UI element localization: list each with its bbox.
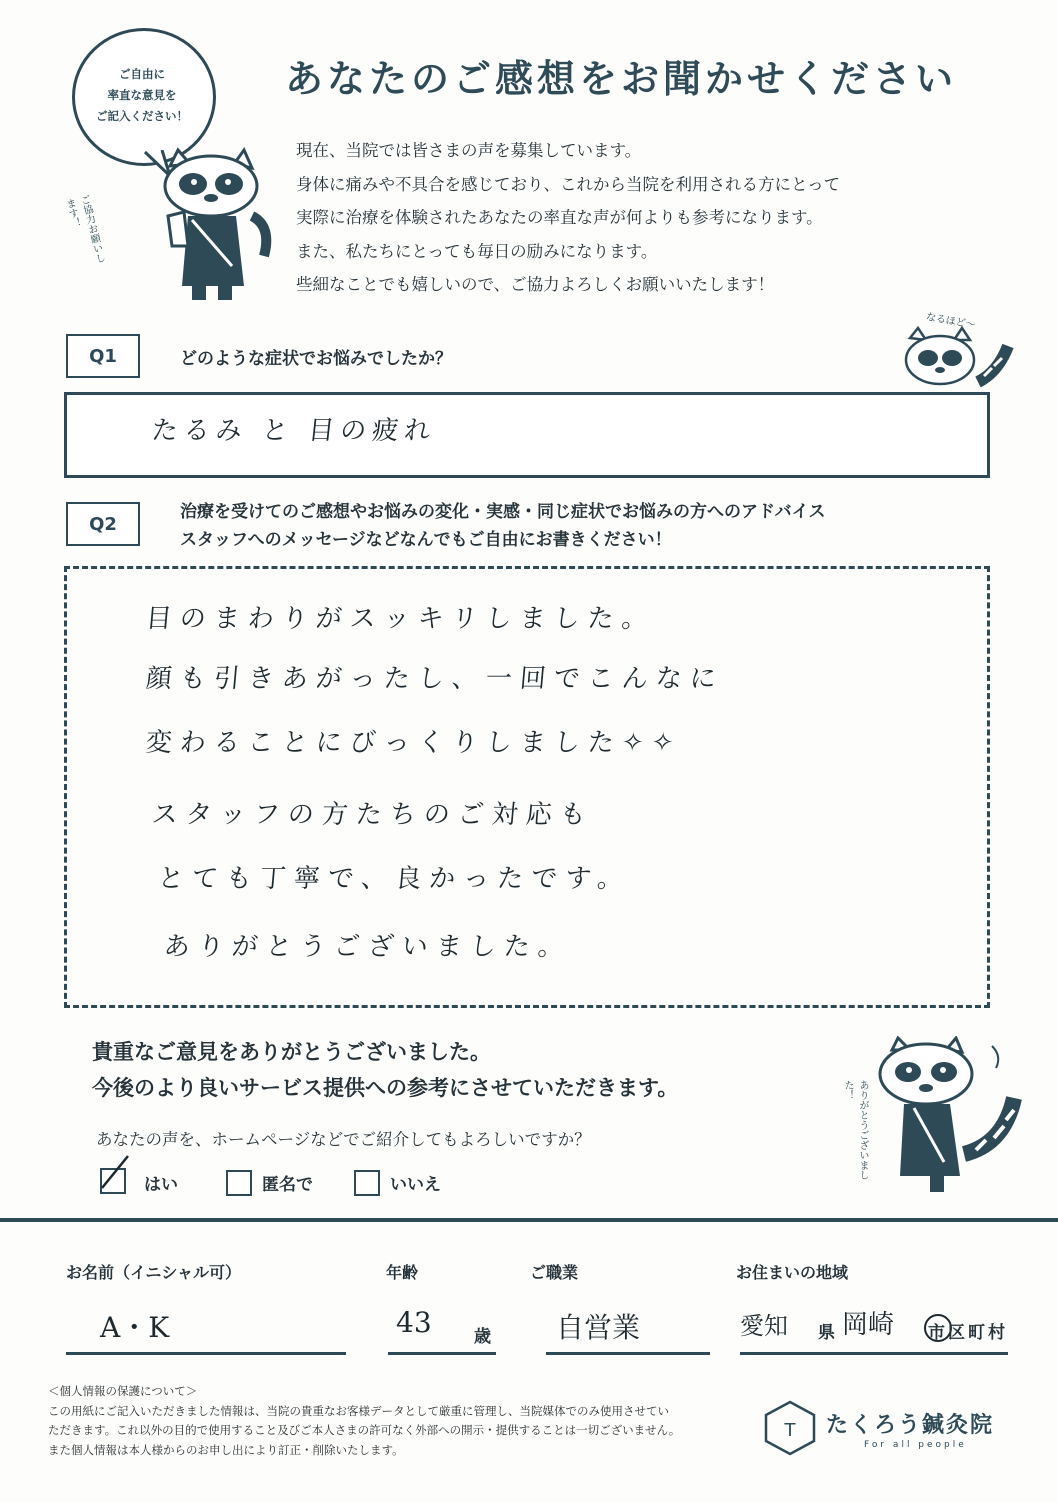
bubble-text: ご自由に 率直な意見を ご記入ください！ [96, 67, 188, 123]
name-value: A・K [100, 1311, 170, 1344]
job-value: 自営業 [556, 1311, 641, 1344]
city-value: 岡崎 [842, 1310, 895, 1340]
area-label: お住まいの地域 [736, 1263, 849, 1282]
intro-text: 現在、当院では皆さまの声を募集しています。 身体に痛みや不具合を感じており、これから当院を利用される方にとって 実際に治療を体験されたあなたの率直な声が何よりも参考になります。 また、私たちにとっても毎日の励みになります。 些細なことでも嬉しいので、ご協力よろしくお願いいたします！ [296, 141, 841, 294]
page-title: あなたのご感想をお聞かせください [285, 57, 958, 101]
raccoon-bowing-icon [864, 1036, 1034, 1196]
prefecture-value: 愛知 [740, 1312, 788, 1340]
clinic-name: たくろう鍼灸院 [826, 1413, 995, 1438]
option-anonymous-label: 匿名で [262, 1175, 313, 1195]
privacy-notice: ＜個人情報の保護について＞ この用紙にご記入いただきました情報は、当院の貴重なお客様データとして厳重に管理し、当院媒体でのみ使用させてい ただきます。これ以外の目的で使用すること及びご本人さまの許可なく外部への開示・提供することは一切ございません。 また個人情報は本人様からのお申し出により訂正・削除いたします。 [48, 1384, 681, 1457]
checkbox-no[interactable] [354, 1170, 380, 1196]
prefecture-unit: 県 [818, 1323, 835, 1343]
clinic-logo-icon [764, 1400, 816, 1456]
age-unit: 歳 [474, 1327, 491, 1347]
q1-question: どのような症状でお悩みでしたか？ [180, 349, 452, 369]
city-option-son[interactable]: 村 [988, 1323, 1005, 1343]
q2-answer-line: 顔も引きあがったし、一回でこんなに [144, 664, 726, 694]
logo-mark: T [784, 1420, 796, 1441]
q2-answer-line: ありがとうございました。 [162, 932, 574, 962]
mascot-thanks-note: ありがとうございました！ [842, 1080, 868, 1180]
section-divider [0, 1218, 1058, 1222]
q1-label: Q1 [66, 334, 140, 378]
name-label: お名前（イニシャル可） [66, 1263, 242, 1282]
job-field-line[interactable] [546, 1352, 710, 1355]
q1-answer-text: たるみ と 目の疲れ [150, 416, 438, 446]
city-option-shi[interactable]: 市 [928, 1323, 945, 1343]
age-label: 年齢 [386, 1263, 419, 1282]
option-yes-label: はい [144, 1175, 178, 1195]
city-option-cho[interactable]: 町 [968, 1323, 985, 1343]
q2-question: 治療を受けてのご感想やお悩みの変化・実感・同じ症状でお悩みの方へのアドバイス スタッフへのメッセージなどなんでもご自由にお書きください！ [180, 502, 826, 550]
area-field-line[interactable] [740, 1352, 1008, 1355]
q2-answer-line: スタッフの方たちのご対応も [150, 800, 596, 830]
age-field-line[interactable] [388, 1352, 496, 1355]
q2-answer-line: 変わることにびっくりしました✧✧ [144, 728, 683, 758]
clinic-tagline: For all people [864, 1440, 967, 1450]
mascot-note: なるほど〜 [925, 311, 977, 332]
q2-answer-line: 目のまわりがスッキリしました。 [144, 604, 657, 634]
name-field-line[interactable] [66, 1352, 346, 1355]
city-option-ku[interactable]: 区 [948, 1323, 965, 1343]
q2-label: Q2 [66, 502, 140, 546]
permission-question: あなたの声を、ホームページなどでご紹介してもよろしいですか？ [96, 1130, 591, 1149]
option-no-label: いいえ [390, 1175, 441, 1195]
side-note: ご協力お願いします！ [62, 194, 106, 265]
q2-answer-line: とても丁寧で、良かったです。 [156, 864, 633, 894]
age-value: 43 [396, 1306, 432, 1339]
checkmark-icon [98, 1152, 132, 1192]
checkbox-anonymous[interactable] [226, 1170, 252, 1196]
thanks-message: 貴重なご意見をありがとうございました。 今後のより良いサービス提供への参考にさせていただきます。 [92, 1040, 679, 1100]
raccoon-mascot-icon [148, 146, 278, 306]
raccoon-peeking-icon [900, 326, 1020, 396]
job-label: ご職業 [530, 1263, 579, 1282]
